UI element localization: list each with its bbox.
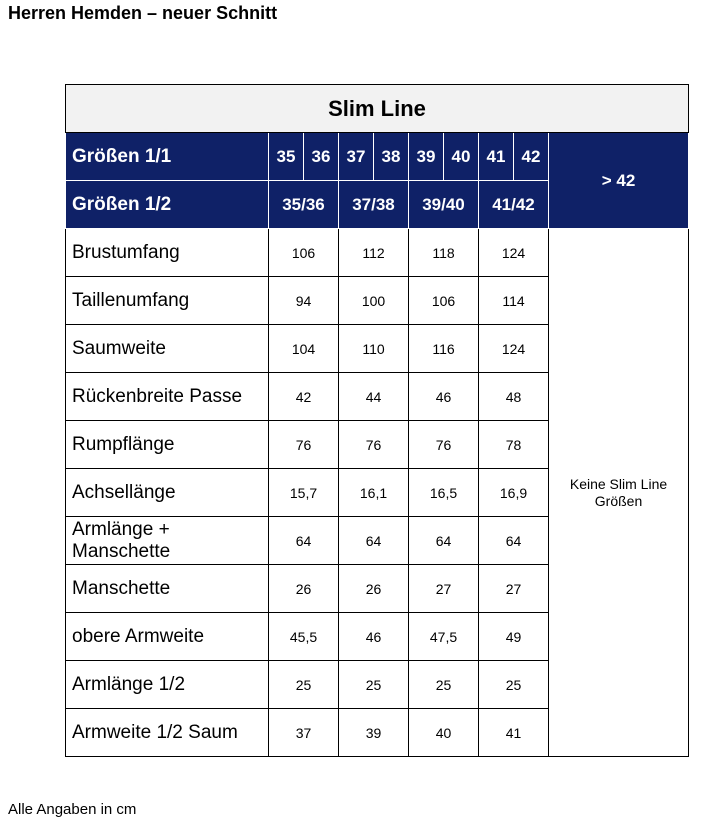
- table-cell: 78: [479, 421, 549, 469]
- table-cell: 116: [409, 325, 479, 373]
- table-cell: 27: [409, 565, 479, 613]
- table-cell: 49: [479, 613, 549, 661]
- size-header-cell: 35: [269, 133, 304, 181]
- table-row: [66, 229, 689, 277]
- row-label: Armweite 1/2 Saum: [66, 709, 269, 757]
- row-label: Taillenumfang: [66, 277, 269, 325]
- row-label: Achsellänge: [66, 469, 269, 517]
- table-cell: 25: [409, 661, 479, 709]
- table-cell: 40: [409, 709, 479, 757]
- note-line: Größen: [594, 492, 643, 509]
- row-label: Rumpflänge: [66, 421, 269, 469]
- table-cell: 76: [339, 421, 409, 469]
- note-line: Keine Slim Line: [569, 475, 668, 492]
- size-half-header-cell: 35/36: [269, 181, 339, 229]
- table-cell: 106: [269, 229, 339, 277]
- table-cell: 64: [339, 517, 409, 565]
- table-cell: 47,5: [409, 613, 479, 661]
- size-header-cell: 37: [339, 133, 374, 181]
- table-cell: 118: [409, 229, 479, 277]
- table-cell: 104: [269, 325, 339, 373]
- row-label: Manschette: [66, 565, 269, 613]
- table-cell: 26: [339, 565, 409, 613]
- table-cell: 64: [409, 517, 479, 565]
- table-cell: 25: [339, 661, 409, 709]
- size-header-cell: 38: [374, 133, 409, 181]
- table-cell: 39: [339, 709, 409, 757]
- table-cell: 25: [269, 661, 339, 709]
- row-label: Saumweite: [66, 325, 269, 373]
- table-cell: 76: [409, 421, 479, 469]
- table-cell: 16,5: [409, 469, 479, 517]
- table-cell: 124: [479, 325, 549, 373]
- table-cell: 46: [409, 373, 479, 421]
- table-cell: 94: [269, 277, 339, 325]
- footnote: Alle Angaben in cm: [8, 801, 137, 818]
- table-cell: 26: [269, 565, 339, 613]
- table-cell: 124: [479, 229, 549, 277]
- table-cell: 41: [479, 709, 549, 757]
- row-label: Brustumfang: [66, 229, 269, 277]
- table-cell: 42: [269, 373, 339, 421]
- table-cell: 64: [269, 517, 339, 565]
- table-cell: 16,9: [479, 469, 549, 517]
- sizes-full-row: [66, 133, 689, 181]
- table-cell: 46: [339, 613, 409, 661]
- size-table: [65, 84, 689, 757]
- table-caption: Slim Line: [66, 85, 689, 133]
- table-cell: 27: [479, 565, 549, 613]
- row-label: Armlänge + Manschette: [66, 517, 269, 565]
- row-label: obere Armweite: [66, 613, 269, 661]
- table-cell: 64: [479, 517, 549, 565]
- no-slim-line-note: [549, 229, 689, 757]
- sizes-half-label: Größen 1/2: [66, 181, 269, 229]
- page-title: Herren Hemden – neuer Schnitt: [8, 3, 278, 23]
- table-cell: 112: [339, 229, 409, 277]
- table-cell: 25: [479, 661, 549, 709]
- table-cell: 110: [339, 325, 409, 373]
- table-cell: 106: [409, 277, 479, 325]
- caption-row: [66, 85, 689, 133]
- size-half-header-cell: 39/40: [409, 181, 479, 229]
- sizes-full-label: Größen 1/1: [66, 133, 269, 181]
- table-cell: 114: [479, 277, 549, 325]
- size-header-cell: 36: [304, 133, 339, 181]
- table-cell: 45,5: [269, 613, 339, 661]
- table-cell: 16,1: [339, 469, 409, 517]
- table-cell: 15,7: [269, 469, 339, 517]
- table-cell: 100: [339, 277, 409, 325]
- table-cell: 44: [339, 373, 409, 421]
- table-cell: 48: [479, 373, 549, 421]
- size-header-cell: 41: [479, 133, 514, 181]
- size-half-header-cell: 37/38: [339, 181, 409, 229]
- size-header-cell: 42: [514, 133, 549, 181]
- size-header-cell: 39: [409, 133, 444, 181]
- table-cell: 37: [269, 709, 339, 757]
- row-label: Armlänge 1/2: [66, 661, 269, 709]
- size-header-cell: 40: [444, 133, 479, 181]
- row-label: Rückenbreite Passe: [66, 373, 269, 421]
- table-cell: 76: [269, 421, 339, 469]
- size-half-header-cell: 41/42: [479, 181, 549, 229]
- over-size-header: > 42: [549, 133, 689, 229]
